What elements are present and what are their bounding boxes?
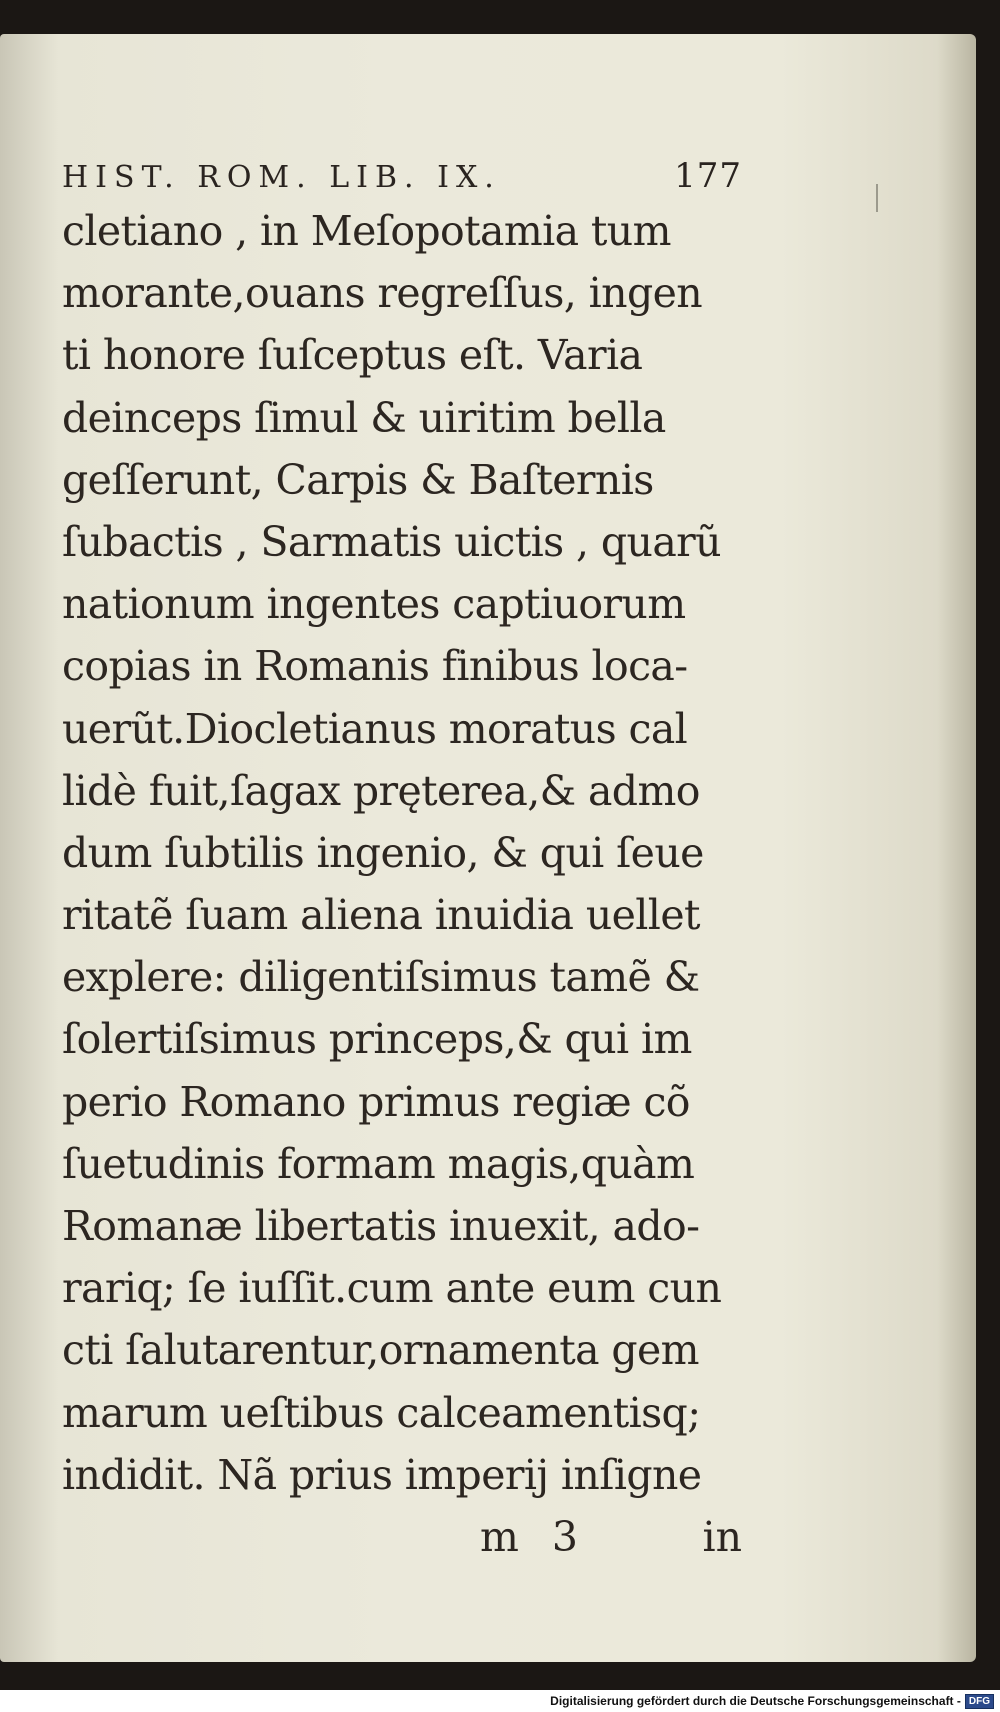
credit-bar (0, 1690, 1000, 1712)
text-line: ritatẽ ſuam aliena inuidia uellet (62, 891, 700, 940)
running-header (62, 152, 742, 200)
text-line: Romanæ libertatis inuexit, ado- (62, 1202, 700, 1250)
text-line: cti ſalutarentur,ornamenta gem (62, 1326, 699, 1375)
text-line: copias in Romanis finibus loca- (62, 642, 688, 691)
text-line: morante,ouans regreſſus, ingen (62, 269, 703, 318)
text-line: nationum ingentes captiuorum (62, 580, 686, 629)
dfg-logo: DFG (965, 1694, 994, 1709)
signature-mark: m 3 (480, 1512, 588, 1561)
text-line: ti honore ſuſceptus eſt. Varia (62, 331, 643, 380)
text-line: perio Romano primus regiæ cõ (62, 1077, 690, 1126)
book-page (0, 34, 976, 1662)
text-line: deinceps ſimul & uiritim bella (62, 393, 666, 442)
text-line: explere: diligentiſsimus tamẽ & (62, 953, 700, 1002)
body-text (62, 200, 742, 1506)
page-number: 177 (674, 156, 742, 196)
page-footer (62, 1506, 742, 1568)
text-line: indidit. Nã prius imperij inſigne (62, 1450, 702, 1499)
margin-mark (876, 184, 878, 212)
text-line: ſubactis , Sarmatis uictis , quarũ (62, 517, 721, 566)
catchword: in (702, 1512, 742, 1561)
running-title: HIST. ROM. LIB. IX. (62, 160, 501, 195)
text-line: cletiano , in Meſopotamia tum (62, 207, 671, 255)
credit-text: Digitalisierung gefördert durch die Deutsche Forschungsgemeinschaft - (550, 1694, 961, 1708)
text-line: ſuetudinis formam magis,quàm (62, 1139, 695, 1188)
text-line: dum ſubtilis ingenio, & qui ſeue (62, 828, 704, 877)
text-line: uerũt.Diocletianus moratus cal (62, 704, 688, 753)
text-line: lidè fuit,ſagax pręterea,& admo (62, 766, 700, 815)
text-line: marum ueſtibus calceamentisq; (62, 1388, 701, 1437)
text-block (62, 152, 742, 1568)
text-line: ſolertiſsimus princeps,& qui im (62, 1015, 692, 1064)
text-line: rariq; ſe iuſſit.cum ante eum cun (62, 1264, 722, 1313)
text-line: geſſerunt, Carpis & Baſternis (62, 455, 654, 504)
